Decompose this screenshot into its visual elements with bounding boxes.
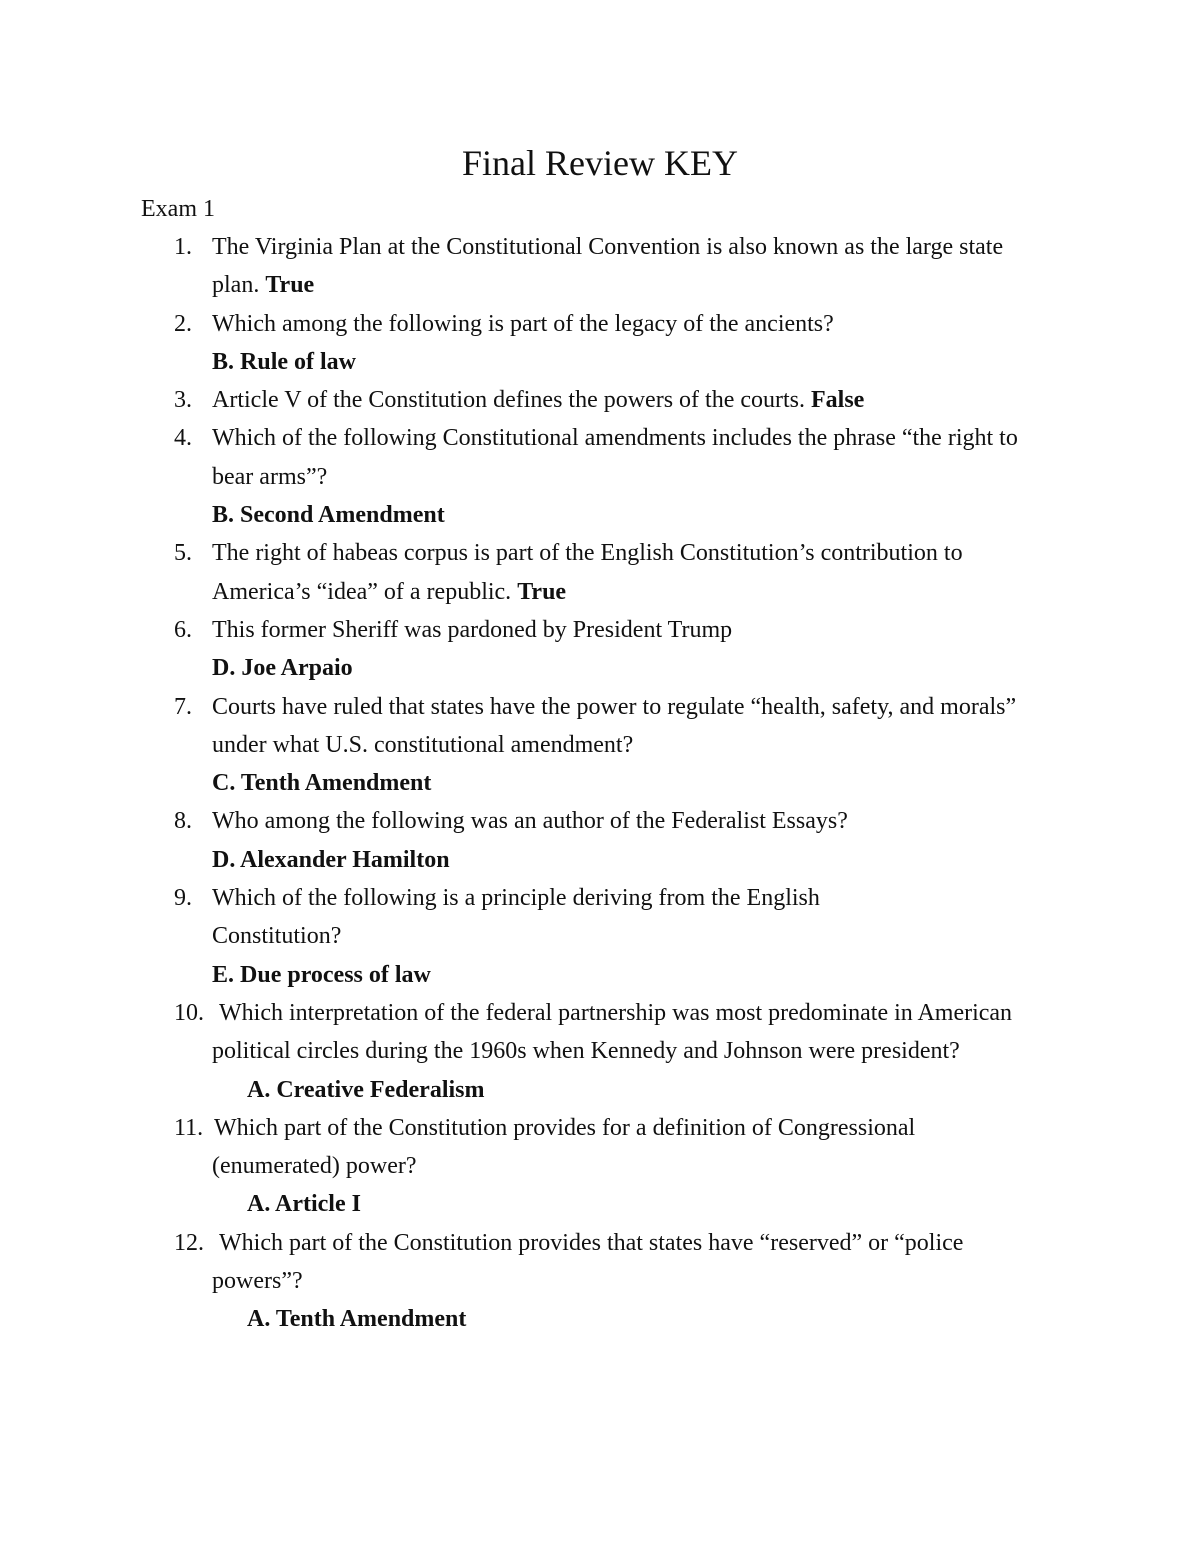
question-number: 8. xyxy=(174,808,192,835)
question-text: This former Sheriff was pardoned by President Trump xyxy=(212,616,733,643)
question-text xyxy=(212,228,1012,305)
answer-text: C. Tenth Amendment xyxy=(212,770,432,797)
list-item xyxy=(0,994,1200,1109)
question-number: 10. xyxy=(174,999,204,1026)
question-number: 2. xyxy=(174,310,192,337)
answer-text: False xyxy=(811,387,865,414)
question-text: Which part of the Constitution provides that states have “reserved” or “police powers”? xyxy=(212,1229,964,1295)
answer-text: E. Due process of law xyxy=(212,961,431,988)
question-text xyxy=(212,534,1062,611)
question-text: Which of the following is a principle deriving from the English Constitution? xyxy=(212,885,820,950)
section-heading: Exam 1 xyxy=(141,196,215,222)
question-number: 6. xyxy=(174,616,192,643)
question-number: 3. xyxy=(174,387,192,414)
question-number: 11. xyxy=(174,1114,204,1141)
question-text: Which interpretation of the federal partnership was most predominate in American political circles during the 1960s when Kennedy and Johnson were president? xyxy=(212,999,1013,1065)
question-text-body: The right of habeas corpus is part of the English Constitution’s contribution to America’s “idea” of a republic. xyxy=(212,540,963,605)
list-item xyxy=(0,688,1200,803)
list-item xyxy=(0,228,1200,305)
question-text: Courts have ruled that states have the power to regulate “health, safety, and morals” under what U.S. constitutional amendment? xyxy=(212,693,1017,758)
answer-text: A. Creative Federalism xyxy=(247,1076,485,1103)
question-text-body: Article V of the Constitution defines the powers of the courts. xyxy=(212,387,806,414)
answer-text: D. Alexander Hamilton xyxy=(212,846,450,873)
list-item xyxy=(0,1224,1200,1339)
answer-text: True xyxy=(517,578,567,605)
question-text-body: The Virginia Plan at the Constitutional Convention is also known as the large state plan. xyxy=(212,234,1004,299)
question-number: 9. xyxy=(174,885,192,912)
question-number: 4. xyxy=(174,425,192,452)
question-number: 7. xyxy=(174,693,192,720)
answer-text: D. Joe Arpaio xyxy=(212,655,353,682)
question-number: 12. xyxy=(174,1229,204,1256)
list-item xyxy=(0,534,1200,611)
question-number: 1. xyxy=(174,234,192,260)
list-item xyxy=(0,802,1200,879)
answer-text: B. Rule of law xyxy=(212,348,356,375)
question-text: Which among the following is part of the legacy of the ancients? xyxy=(212,310,834,337)
list-item xyxy=(0,879,1200,994)
list-item xyxy=(0,611,1200,688)
question-list xyxy=(0,228,1200,1339)
question-text: Which of the following Constitutional amendments includes the phrase “the right to bear arms”? xyxy=(212,425,1018,490)
question-text: Who among the following was an author of the Federalist Essays? xyxy=(212,808,848,835)
answer-text: A. Article I xyxy=(247,1191,361,1218)
page-title: Final Review KEY xyxy=(462,143,738,183)
list-item xyxy=(0,1109,1200,1224)
question-text xyxy=(212,381,1062,419)
answer-text: A. Tenth Amendment xyxy=(247,1306,467,1333)
list-item xyxy=(0,381,1200,419)
answer-text: True xyxy=(265,272,315,299)
question-number: 5. xyxy=(174,540,192,567)
list-item xyxy=(0,419,1200,534)
answer-text: B. Second Amendment xyxy=(212,502,445,529)
question-text: Which part of the Constitution provides for a definition of Congressional (enumerated) power? xyxy=(212,1114,916,1180)
list-item xyxy=(0,305,1200,382)
